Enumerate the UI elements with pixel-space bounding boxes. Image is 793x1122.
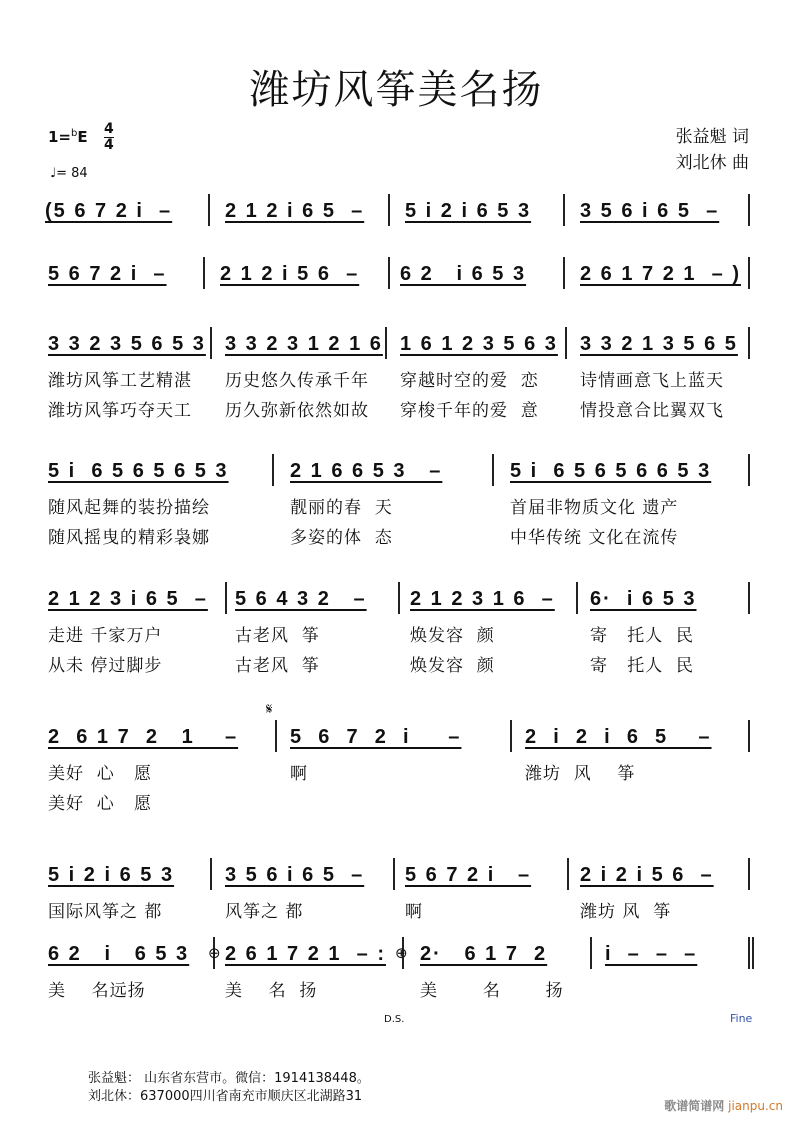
measure: [225, 943, 386, 1006]
footer-line: 张益魁： 山东省东营市。微信：1914138448。: [88, 1071, 370, 1086]
bar-line: [748, 937, 750, 969]
lyric-verse2: 多姿的体 态: [290, 528, 393, 548]
watermark: 歌谱简谱网 jianpu.cn: [664, 1099, 783, 1113]
bar-line: [563, 194, 565, 226]
bar-line: [748, 858, 750, 890]
measure-notes: 3 5 6 i 6 5 –: [225, 864, 365, 886]
lyric-verse1: 美 名 扬: [225, 981, 318, 1001]
measure-notes: 5 i 6 5 6 5 6 6 5 3: [510, 460, 712, 482]
time-signature: $\frac{4}{4}$: [104, 121, 114, 153]
lyric-verse1: 潍坊 风 筝: [580, 902, 672, 922]
bar-line: [563, 257, 565, 289]
bar-line: [210, 858, 212, 890]
measure-notes: 5 6 4 3 2 –: [235, 588, 367, 610]
bar-line: [748, 257, 750, 289]
lyric-verse1: 风筝之 都: [225, 902, 304, 922]
composer-credit: 刘北休 曲: [675, 153, 749, 173]
measure: [45, 200, 172, 223]
bar-line: [492, 454, 494, 486]
measure-notes: 2· 6 1 7 2: [420, 943, 548, 965]
bar-line: [748, 454, 750, 486]
measure: [400, 263, 526, 286]
bar-line: [576, 582, 578, 614]
lyric-verse1: 古老风 筝: [235, 626, 320, 646]
measure: [225, 333, 383, 426]
lyric-verse2: 穿梭千年的爱 意: [400, 401, 539, 421]
bar-line: [272, 454, 274, 486]
lyric-verse1: 啊: [290, 764, 308, 784]
lyric-verse2: 随风摇曳的精彩袅娜: [48, 528, 210, 548]
lyric-verse1: 寄 托人 民: [590, 626, 695, 646]
measure: [405, 864, 531, 927]
bar-line: [208, 194, 210, 226]
lyric-verse1: 美 名远扬: [48, 981, 146, 1001]
lyric-verse1: 美 名 扬: [420, 981, 564, 1001]
lyric-verse1: 随风起舞的装扮描绘: [48, 498, 210, 518]
bar-line: [590, 937, 592, 969]
lyric-verse1: 美好 心 愿: [48, 764, 153, 784]
bar-line: [225, 582, 227, 614]
measure-notes: 2 1 2 3 1 6 –: [410, 588, 555, 610]
lyric-verse2: 寄 托人 民: [590, 656, 695, 676]
lyric-verse1: 首届非物质文化 遗产: [510, 498, 679, 518]
measure-notes: 2 i 2 i 6 5 –: [525, 726, 712, 748]
measure-notes: 3 5 6 i 6 5 –: [580, 200, 720, 222]
lyric-verse1: 诗情画意飞上蓝天: [580, 371, 724, 391]
measure: [580, 333, 738, 426]
measure-notes: 5 6 7 2 i –: [48, 263, 167, 285]
footer-line: 刘北休：637000四川省南充市顺庆区北湖路31: [88, 1089, 363, 1104]
measure: [48, 943, 189, 1006]
lyric-verse1: 潍坊 风 筝: [525, 764, 636, 784]
bar-line: [565, 327, 567, 359]
measure: [420, 943, 564, 1006]
measure-notes: 5 i 2 i 6 5 3: [405, 200, 532, 222]
footer-contacts: [88, 1070, 370, 1106]
bar-line: [748, 327, 750, 359]
measure: [48, 460, 229, 553]
bar-line: [748, 582, 750, 614]
lyric-verse2: 历久弥新依然如故: [225, 401, 369, 421]
measure: [225, 864, 364, 927]
measure-notes: (5 6 7 2 i –: [45, 200, 173, 222]
measure-notes: 2 1 2 i 6 5 –: [225, 200, 365, 222]
lyric-verse2: 从未 停过脚步: [48, 656, 163, 676]
lyric-verse1: 国际风筝之 都: [48, 902, 163, 922]
lyric-verse1: 历史悠久传承千年: [225, 371, 369, 391]
bar-line: [748, 720, 750, 752]
lyric-verse1: 潍坊风筝工艺精湛: [48, 371, 192, 391]
measure-notes: 6 2 i 6 5 3: [400, 263, 527, 285]
measure-notes: 2 i 2 i 5 6 –: [580, 864, 714, 886]
measure: [225, 200, 364, 223]
lyric-verse1: 焕发容 颜: [410, 626, 495, 646]
measure-notes: 5 6 7 2 i –: [290, 726, 462, 748]
lyric-verse2: 潍坊风筝巧夺天工: [48, 401, 192, 421]
lyric-verse1: 靓丽的春 天: [290, 498, 393, 518]
lyric-verse1: 走进 千家万户: [48, 626, 163, 646]
measure-notes: 6 2 i 6 5 3: [48, 943, 190, 965]
coda-icon: ⊕: [395, 944, 408, 962]
measure: [290, 726, 461, 789]
measure: [235, 588, 367, 681]
measure-notes: 3 3 2 1 3 5 6 5: [580, 333, 738, 355]
lyric-verse2: 中华传统 文化在流传: [510, 528, 679, 548]
measure-notes: 2 6 1 7 2 1 – ): [580, 263, 741, 285]
bar-line: [203, 257, 205, 289]
measure-notes: 5 i 2 i 6 5 3: [48, 864, 175, 886]
lyric-verse2: 情投意合比翼双飞: [580, 401, 724, 421]
ds-marking: D.S.: [384, 1014, 405, 1025]
bar-line: [398, 582, 400, 614]
bar-line: [385, 327, 387, 359]
measure-notes: 2 6 1 7 2 1 – :: [225, 943, 386, 965]
bar-line: [752, 937, 754, 969]
measure-notes: 3 3 2 3 1 2 1 6: [225, 333, 383, 355]
measure: [605, 943, 697, 976]
measure: [590, 588, 697, 681]
measure: [580, 263, 741, 286]
bar-line: [393, 858, 395, 890]
bar-line: [567, 858, 569, 890]
song-title: 潍坊风筝美名扬: [249, 67, 544, 113]
measure-notes: 2 1 2 3 i 6 5 –: [48, 588, 208, 610]
measure-notes: i – – –: [605, 943, 698, 965]
measure: [400, 333, 558, 426]
lyric-verse2: 焕发容 颜: [410, 656, 495, 676]
measure: [48, 333, 206, 426]
key-signature: 1=$^b$E: [48, 128, 88, 146]
coda-icon: ⊕: [208, 944, 221, 962]
measure: [48, 864, 174, 927]
bar-line: [388, 194, 390, 226]
measure-notes: 2 1 6 6 5 3 –: [290, 460, 443, 482]
measure-notes: 2 1 2 i 5 6 –: [220, 263, 360, 285]
measure: [580, 200, 719, 223]
measure: [410, 588, 555, 681]
measure: [48, 588, 208, 681]
bar-line: [210, 327, 212, 359]
measure-notes: 6· i 6 5 3: [590, 588, 697, 610]
measure-notes: 1 6 1 2 3 5 6 3: [400, 333, 558, 355]
bar-line: [388, 257, 390, 289]
measure-notes: 2 6 1 7 2 1 –: [48, 726, 239, 748]
measure: [48, 263, 167, 286]
bar-line: [748, 194, 750, 226]
lyric-verse1: 穿越时空的爱 恋: [400, 371, 539, 391]
measure-notes: 3 3 2 3 5 6 5 3: [48, 333, 206, 355]
tempo-marking: ♩= 84: [50, 166, 88, 181]
lyric-verse1: 啊: [405, 902, 423, 922]
lyricist-credit: 张益魁 词: [675, 127, 749, 147]
measure: [525, 726, 712, 789]
measure: [510, 460, 711, 553]
measure-notes: 5 i 6 5 6 5 6 5 3: [48, 460, 229, 482]
measure: [580, 864, 714, 927]
measure-notes: 5 6 7 2 i –: [405, 864, 532, 886]
measure: [48, 726, 238, 819]
lyric-verse2: 美好 心 愿: [48, 794, 153, 814]
bar-line: [275, 720, 277, 752]
lyric-verse2: 古老风 筝: [235, 656, 320, 676]
measure: [290, 460, 442, 553]
bar-line: [510, 720, 512, 752]
segno-icon: 𝄋: [266, 700, 273, 718]
fine-marking: Fine: [730, 1012, 753, 1025]
measure: [220, 263, 359, 286]
measure: [405, 200, 531, 223]
